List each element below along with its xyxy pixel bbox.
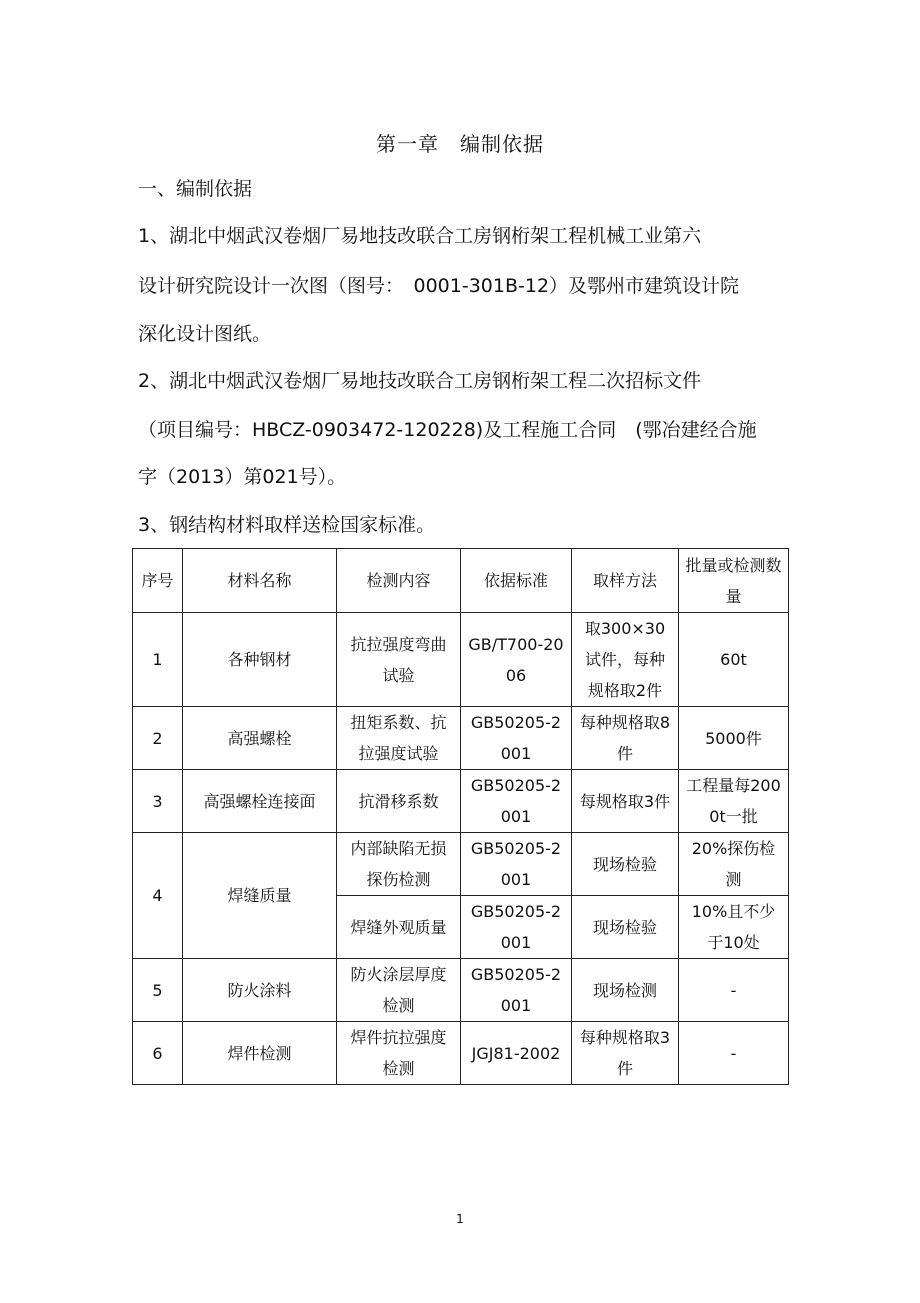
cell-quantity: 10%且不少于10处 (679, 896, 789, 959)
paragraph-2-line-2: （项目编号：HBCZ-0903472-120228)及工程施工合同 (鄂冶建经合施 (138, 419, 757, 441)
table-row (133, 707, 789, 770)
cell-method: 取300×30试件，每种规格取2件 (572, 613, 679, 707)
cell-quantity: 20%探伤检测 (679, 833, 789, 896)
cell-method: 现场检测 (572, 959, 679, 1022)
cell-quantity: 工程量每2000t一批 (679, 770, 789, 833)
table-header-row (133, 549, 789, 613)
paragraph-1-line-1: 1、湖北中烟武汉卷烟厂易地技改联合工房钢桁架工程机械工业第六 (138, 225, 702, 247)
cell-method: 现场检验 (572, 833, 679, 896)
paragraph-1-line-2: 设计研究院设计一次图（图号： 0001-301B-12）及鄂州市建筑设计院 (138, 275, 740, 297)
cell-name: 焊缝质量 (183, 833, 337, 959)
cell-quantity: 5000件 (679, 707, 789, 770)
paragraph-3-line-1: 3、钢结构材料取样送检国家标准。 (138, 514, 436, 536)
cell-standard: GB50205-2001 (461, 707, 572, 770)
header-quantity: 批量或检测数量 (679, 549, 789, 613)
cell-seq: 4 (133, 833, 183, 959)
header-method: 取样方法 (572, 549, 679, 613)
cell-content: 焊件抗拉强度检测 (337, 1022, 461, 1085)
table-row (133, 613, 789, 707)
cell-standard: GB50205-2001 (461, 959, 572, 1022)
cell-content: 抗拉强度弯曲试验 (337, 613, 461, 707)
cell-name: 高强螺栓 (183, 707, 337, 770)
cell-name: 焊件检测 (183, 1022, 337, 1085)
cell-quantity: 60t (679, 613, 789, 707)
cell-method: 每规格取3件 (572, 770, 679, 833)
paragraph-1-line-3: 深化设计图纸。 (138, 323, 272, 345)
cell-seq: 1 (133, 613, 183, 707)
cell-content: 抗滑移系数 (337, 770, 461, 833)
page-number: 1 (456, 1212, 464, 1226)
paragraph-2-line-1: 2、湖北中烟武汉卷烟厂易地技改联合工房钢桁架工程二次招标文件 (138, 370, 702, 392)
cell-seq: 2 (133, 707, 183, 770)
cell-seq: 5 (133, 959, 183, 1022)
cell-seq: 3 (133, 770, 183, 833)
header-name: 材料名称 (183, 549, 337, 613)
header-seq: 序号 (133, 549, 183, 613)
cell-method: 每种规格取8件 (572, 707, 679, 770)
cell-standard: GB50205-2001 (461, 770, 572, 833)
cell-standard: GB50205-2001 (461, 896, 572, 959)
cell-content: 防火涂层厚度检测 (337, 959, 461, 1022)
table-row (133, 959, 789, 1022)
cell-standard: JGJ81-2002 (461, 1022, 572, 1085)
header-content: 检测内容 (337, 549, 461, 613)
table-row (133, 833, 789, 896)
cell-content: 焊缝外观质量 (337, 896, 461, 959)
table-row (133, 1022, 789, 1085)
cell-content: 扭矩系数、抗拉强度试验 (337, 707, 461, 770)
cell-method: 现场检验 (572, 896, 679, 959)
header-standard: 依据标准 (461, 549, 572, 613)
cell-name: 高强螺栓连接面 (183, 770, 337, 833)
cell-method: 每种规格取3件 (572, 1022, 679, 1085)
cell-name: 防火涂料 (183, 959, 337, 1022)
cell-content: 内部缺陷无损探伤检测 (337, 833, 461, 896)
cell-quantity: - (679, 959, 789, 1022)
paragraph-2-line-3: 字（2013）第021号）。 (138, 466, 347, 488)
table-row (133, 770, 789, 833)
cell-quantity: - (679, 1022, 789, 1085)
cell-standard: GB50205-2001 (461, 833, 572, 896)
test-standards-table (132, 548, 789, 1085)
section-heading: 一、编制依据 (138, 178, 253, 200)
cell-seq: 6 (133, 1022, 183, 1085)
chapter-title: 第一章 编制依据 (376, 132, 544, 156)
cell-standard: GB/T700-2006 (461, 613, 572, 707)
cell-name: 各种钢材 (183, 613, 337, 707)
